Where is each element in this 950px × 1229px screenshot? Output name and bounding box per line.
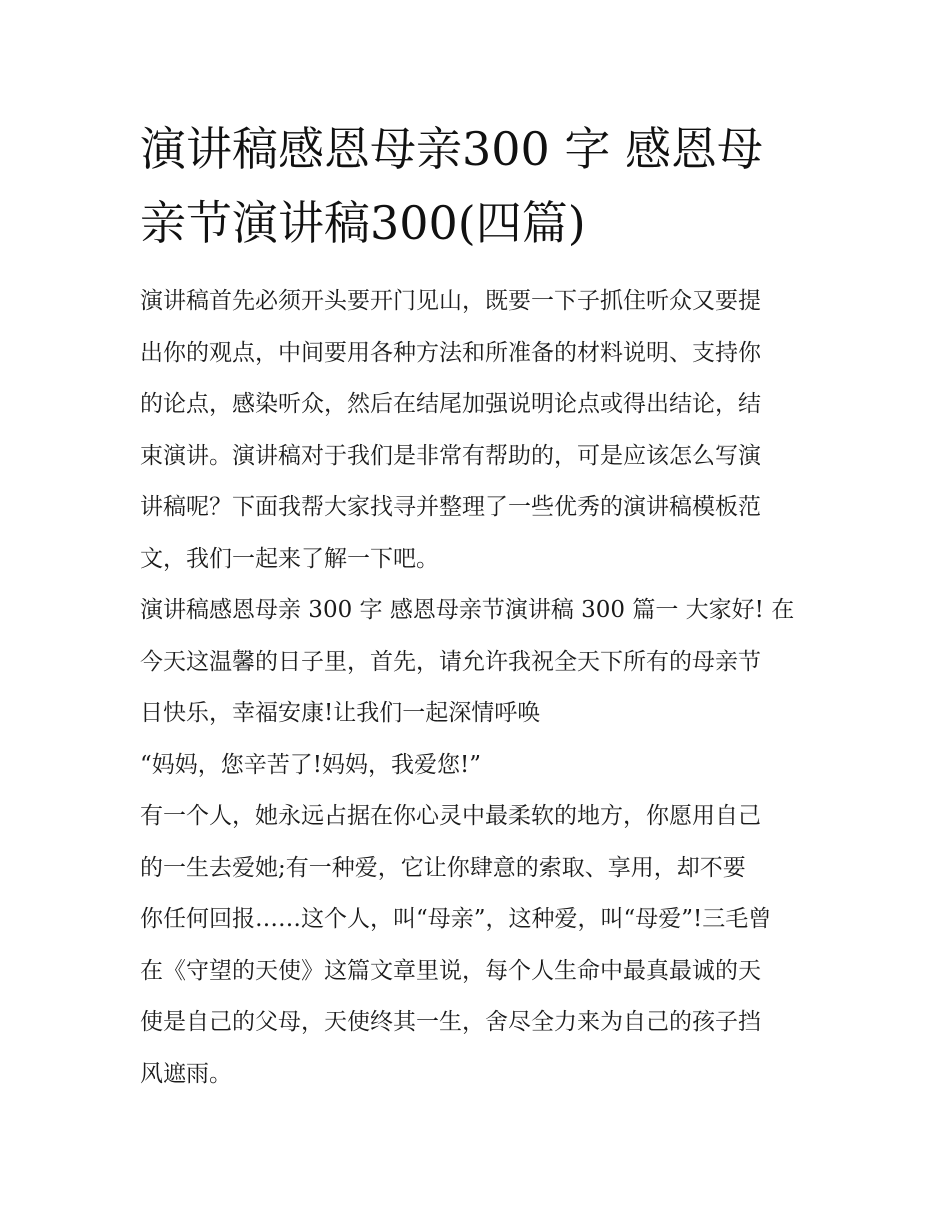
body-line: “妈妈，您辛苦了!妈妈，我爱您!”: [140, 751, 482, 778]
title-line-2: 亲节演讲稿300(四篇): [140, 196, 586, 250]
body-line: 的论点，感染听众，然后在结尾加强说明论点或得出结论，结: [140, 391, 761, 417]
document-body: [140, 276, 820, 1100]
body-line: 文，我们一起来了解一下吧。: [140, 545, 439, 572]
body-line: 的一生去爱她;有一种爱，它让你肆意的索取、享用，却不要: [140, 854, 746, 881]
body-line: 使是自己的父母，天使终其一生，舍尽全力来为自己的孩子挡: [140, 1009, 761, 1035]
body-line: 风遮雨。: [140, 1060, 232, 1087]
body-line: 讲稿呢？下面我帮大家找寻并整理了一些优秀的演讲稿模板范: [140, 494, 761, 520]
document-title: [140, 112, 820, 260]
body-line: 有一个人，她永远占据在你心灵中最柔软的地方，你愿用自己: [140, 803, 761, 829]
body-line: 出你的观点，中间要用各种方法和所准备的材料说明、支持你: [140, 339, 761, 366]
body-line: 你任何回报……这个人，叫“母亲”，这种爱，叫“母爱”!三毛曾: [140, 906, 772, 932]
body-line: 在《守望的天使》这篇文章里说，每个人生命中最真最诚的天: [140, 957, 761, 984]
body-line: 束演讲。演讲稿对于我们是非常有帮助的，可是应该怎么写演: [140, 442, 761, 469]
body-line: 演讲稿首先必须开头要开门见山，既要一下子抓住听众又要提: [140, 288, 761, 314]
title-line-1: 演讲稿感恩母亲300 字 感恩母: [140, 122, 764, 176]
body-line: 日快乐，幸福安康!让我们一起深情呼唤: [140, 700, 541, 726]
body-line: 今天这温馨的日子里，首先，请允许我祝全天下所有的母亲节: [140, 648, 761, 675]
body-line: 演讲稿感恩母亲 300 字 感恩母亲节演讲稿 300 篇一 大家好! 在: [140, 597, 795, 623]
